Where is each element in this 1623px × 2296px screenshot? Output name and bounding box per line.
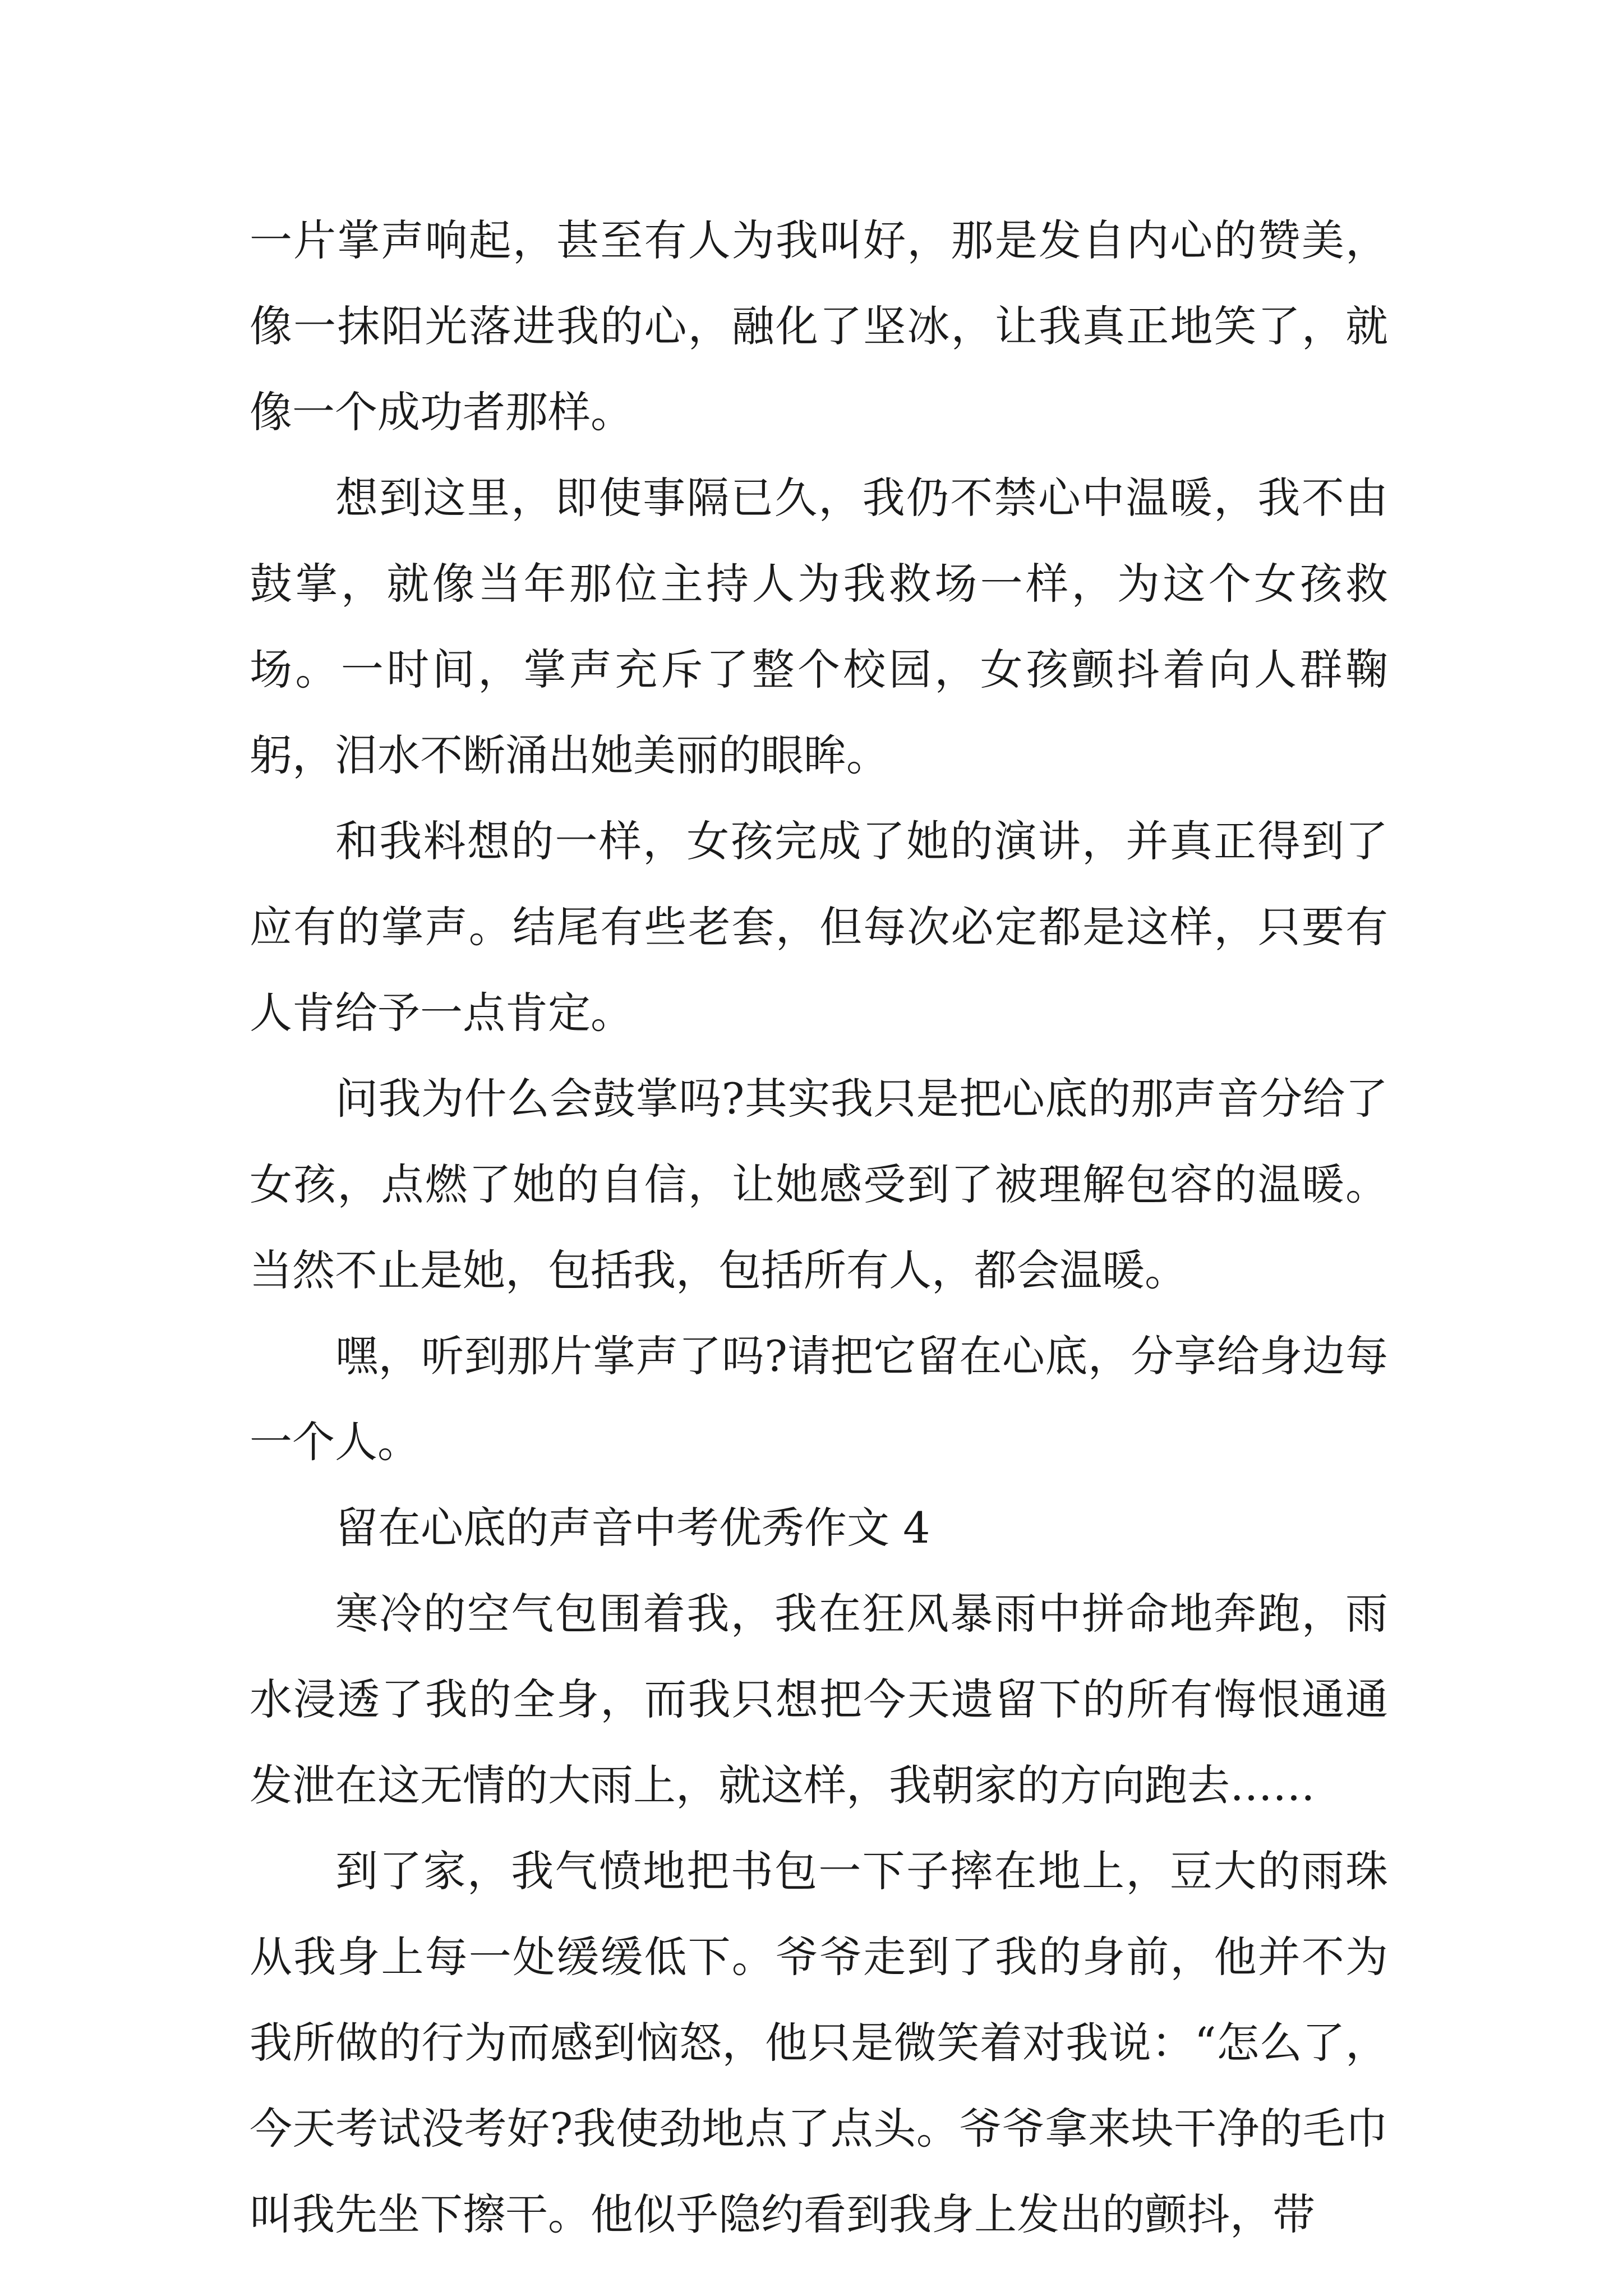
paragraph: 嘿，听到那片掌声了吗?请把它留在心底，分享给身边每一个人。 [250,1331,1388,1467]
essay-title: 留在心底的声音中考优秀作文 4 [335,1503,930,1553]
paragraph: 想到这里，即使事隔已久，我仍不禁心中温暖，我不由鼓掌，就像当年那位主持人为我救场一样，为这个女孩救场。一时间，掌声充斥了整个校园，女孩颤抖着向人群鞠躬，泪水不断涌出她美丽的眼眸。 [250,473,1388,780]
paragraph: 寒冷的空气包围着我，我在狂风暴雨中拼命地奔跑，雨水浸透了我的全身，而我只想把今天遗留下的所有悔恨通通发泄在这无情的大雨上，就这样，我朝家的方向跑去…… [250,1589,1388,1810]
essay-body [250,197,1388,2257]
paragraph: 到了家，我气愤地把书包一下子摔在地上，豆大的雨珠从我身上每一处缓缓低下。爷爷走到了我的身前，他并不为我所做的行为而感到恼怒，他只是微笑着对我说：“怎么了，今天考试没考好?我使劲地点了点头。爷爷拿来块干净的毛巾叫我先坐下擦干。他似乎隐约看到我身上发出的颤抖，带 [250,1846,1388,2239]
paragraph: 问我为什么会鼓掌吗?其实我只是把心底的那声音分给了女孩，点燃了她的自信，让她感受到了被理解包容的温暖。当然不止是她，包括我，包括所有人，都会温暖。 [250,1074,1388,1295]
paragraph: 一片掌声响起，甚至有人为我叫好，那是发自内心的赞美，像一抹阳光落进我的心，融化了坚冰，让我真正地笑了，就像一个成功者那样。 [250,215,1388,437]
paragraph: 和我料想的一样，女孩完成了她的演讲，并真正得到了应有的掌声。结尾有些老套，但每次必定都是这样，只要有人肯给予一点肯定。 [250,816,1388,1038]
